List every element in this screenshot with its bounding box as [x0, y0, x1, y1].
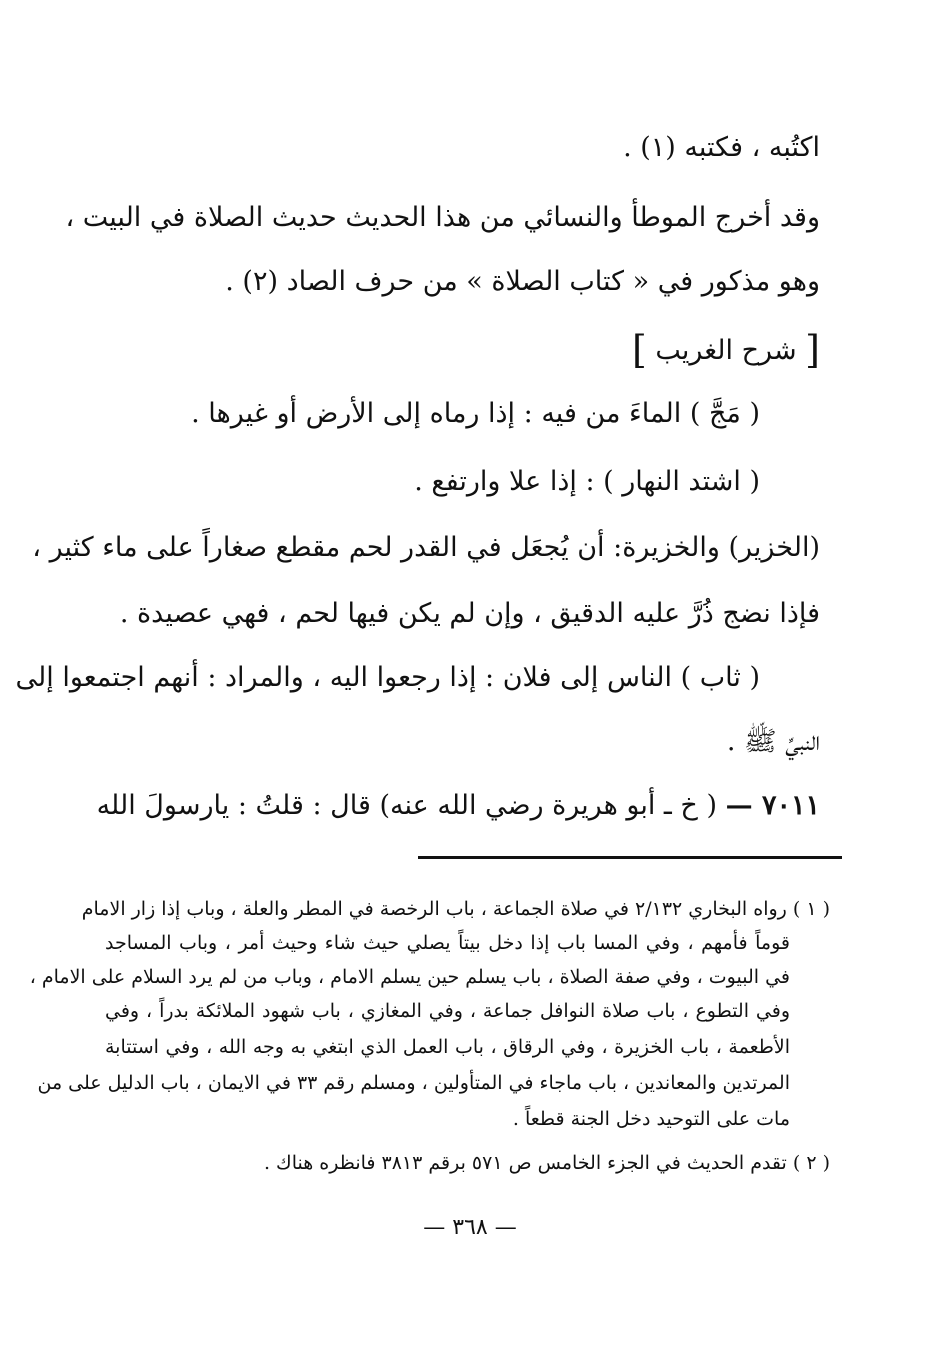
footnote-divider — [418, 856, 842, 859]
footnote-1-line-3: في البيوت ، وفي صفة الصلاة ، باب يسلم حين يسلم الامام ، وباب من لم يرد السلام على الامام ، — [29, 966, 790, 988]
footnote-2: ( ٢ ) تقدم الحديث في الجزء الخامس ص ٥٧١ برقم ٣٨١٣ فانظره هناك . — [263, 1152, 830, 1174]
footnote-1-line-5: الأطعمة ، باب الخزيرة ، وفي الرقاق ، باب العمل الذي ابتغي به وجه الله ، وفي استتابة — [105, 1036, 790, 1058]
main-text-line-3: وهو مذكور في « كتاب الصلاة » من حرف الصاد (٢) . — [225, 266, 820, 297]
glossary-entry-2: ( اشتد النهار ) : إذا علا وارتفع . — [414, 466, 760, 497]
hadith-text: ( خ ـ أبو هريرة رضي الله عنه) قال : قلتُ : يارسولَ الله — [96, 790, 717, 821]
footnote-1-line-6: المرتدين والمعاندين ، باب ماجاء في المتأولين ، ومسلم رقم ٣٣ في الايمان ، باب الدليل على من — [37, 1072, 790, 1094]
heading-close-bracket: ] — [631, 328, 647, 372]
footnote-1-line-7: مات على التوحيد دخل الجنة قطعاً . — [512, 1108, 790, 1130]
heading-title: شرح الغريب — [655, 335, 797, 366]
glossary-entry-3b: فإذا نضج ذُرَّ عليه الدقيق ، وإن لم يكن فيها لحم ، فهي عصيدة . — [119, 598, 820, 629]
glossary-entry-4a: ( ثاب ) الناس إلى فلان : إذا رجعوا اليه ، والمراد : أنهم اجتمعوا إلى — [15, 662, 760, 693]
page-number: — ٣٦٨ — — [423, 1215, 517, 1240]
footnote-1-line-2: قوماً فأمهم ، وفي المسا باب إذا دخل بيتاً يصلي حيث شاء وحيث أمر ، وباب المساجد — [105, 932, 790, 954]
footnote-1-line-1: ( ١ ) رواه البخاري ٢/١٣٢ في صلاة الجماعة ، باب الرخصة في المطر والعلة ، وباب إذا زار الامام — [81, 898, 830, 920]
footnote-1-line-4: وفي التطوع ، باب صلاة النوافل جماعة ، وفي المغازي ، باب شهود الملائكة بدراً ، وفي — [105, 1000, 790, 1022]
hadith-line — [96, 786, 820, 826]
hadith-number: ٧٠١١ — — [725, 790, 820, 821]
glossary-entry-3a: (الخزير) والخزيرة: أن يُجعَل في القدر لحم مقطع صغاراً على ماء كثير ، — [32, 532, 820, 563]
main-text-line-1: اكتُبه ، فكتبه (١) . — [623, 132, 820, 163]
heading-open-bracket: [ — [805, 328, 820, 372]
glossary-entry-1: ( مَجَّ ) الماءَ من فيه : إذا رماه إلى الأرض أو غيرها . — [191, 398, 760, 429]
section-heading — [632, 330, 820, 371]
glossary-entry-4b: النبيِّ ﷺ . — [726, 726, 820, 757]
main-text-line-2: وقد أخرج الموطأ والنسائي من هذا الحديث حديث الصلاة في البيت ، — [65, 202, 820, 233]
